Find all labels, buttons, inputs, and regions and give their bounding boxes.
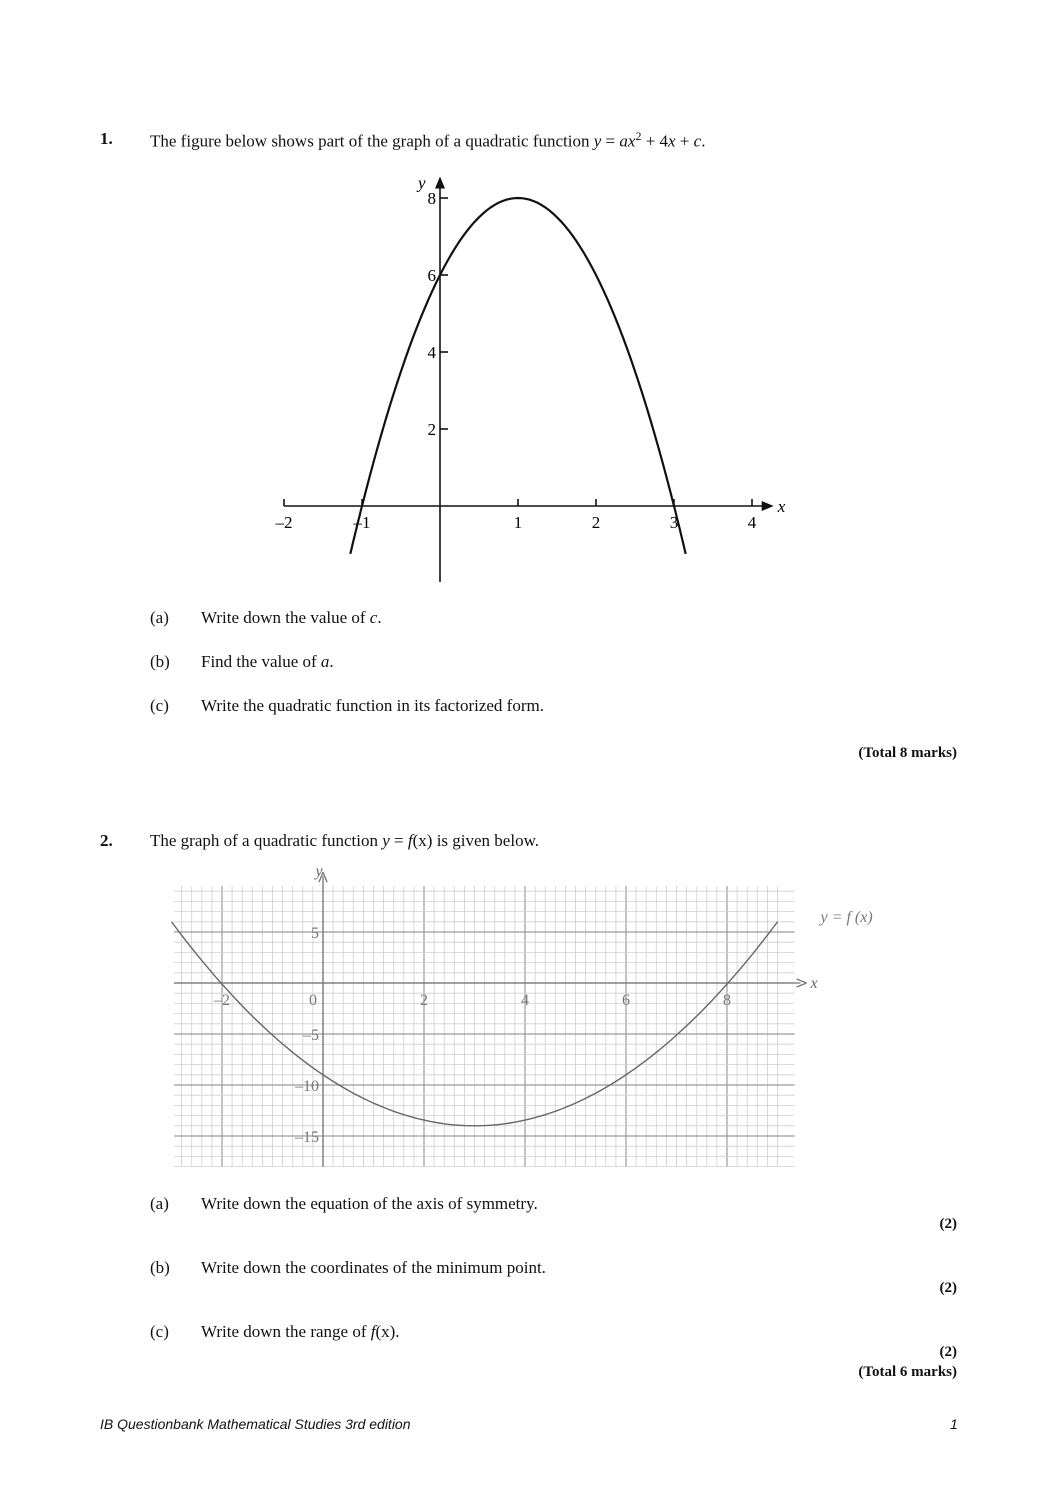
q1-formula-y: y xyxy=(593,131,602,151)
y-axis-label: y xyxy=(418,173,426,193)
q1-part-b-var: a xyxy=(320,652,330,671)
q1-part-a-end: . xyxy=(377,608,382,627)
question-1-number: 1. xyxy=(100,129,113,148)
q1-text-pre: The figure below shows part of the graph of a quadratic function xyxy=(150,131,594,151)
footer-page-number: 1 xyxy=(950,1416,958,1432)
q1-formula-x: x xyxy=(627,131,636,151)
q1-part-c-label: (c) xyxy=(150,696,169,715)
q2-part-b-label: (b) xyxy=(150,1258,170,1277)
q1-part-a-body: Write down the value of xyxy=(201,608,370,627)
q2-part-b-marks: (2) xyxy=(939,1280,957,1296)
x-axis-label: x xyxy=(777,497,786,516)
x-tick-label: 3 xyxy=(669,513,679,532)
q2-parabola-grid-graph xyxy=(160,868,920,1178)
x-tick-label: 8 xyxy=(723,992,731,1009)
q2-text-x: (x) xyxy=(412,831,433,850)
q2-part-c-f: f xyxy=(370,1322,376,1341)
x-axis-label: x xyxy=(810,975,818,992)
q1-formula-c: c xyxy=(693,131,702,151)
q1-parabola-graph xyxy=(250,160,810,590)
q1-formula-sup: 2 xyxy=(635,129,642,143)
q1-part-c-text: Write the quadratic function in its factorized form. xyxy=(201,696,544,715)
q2-text-f: f xyxy=(407,831,413,850)
y-tick-label: –15 xyxy=(295,1129,319,1146)
q2-part-a-text: Write down the equation of the axis of symmetry. xyxy=(201,1194,538,1213)
q1-formula-plus: + xyxy=(675,131,694,151)
y-tick-label: 8 xyxy=(427,189,436,208)
y-tick-label: 5 xyxy=(311,925,319,942)
y-tick-label: 4 xyxy=(427,343,436,362)
q2-part-c-x: (x) xyxy=(375,1322,396,1341)
x-tick-label: 2 xyxy=(420,992,428,1009)
q1-part-b-body: Find the value of xyxy=(201,652,321,671)
y-axis-label: y xyxy=(315,868,323,881)
footer-source: IB Questionbank Mathematical Studies 3rd edition xyxy=(100,1416,411,1432)
x-tick-label: 1 xyxy=(513,513,523,532)
x-tick-label: 4 xyxy=(521,992,529,1009)
q1-formula-a: a xyxy=(619,131,628,151)
q2-text-eq: = xyxy=(389,831,408,850)
question-2-text xyxy=(150,831,539,851)
x-tick-label: –2 xyxy=(214,992,230,1009)
q2-part-c-body: Write down the range of xyxy=(201,1322,371,1341)
y-tick-label: –5 xyxy=(303,1027,319,1044)
q1-part-b-text xyxy=(201,652,334,672)
y-axis-arrow xyxy=(435,176,445,188)
q2-part-c-label: (c) xyxy=(150,1322,169,1341)
q1-formula-eq: = xyxy=(601,131,620,151)
q1-formula-mid: + 4 xyxy=(641,131,669,151)
q2-part-a-marks: (2) xyxy=(939,1216,957,1232)
q1-total-marks: (Total 8 marks) xyxy=(858,745,957,761)
q1-part-b-label: (b) xyxy=(150,652,170,671)
q1-formula-x2: x xyxy=(668,131,676,151)
y-tick-label: –10 xyxy=(295,1078,319,1095)
q1-part-a-label: (a) xyxy=(150,608,169,627)
q2-part-b-text: Write down the coordinates of the minimum point. xyxy=(201,1258,546,1277)
q2-total-marks: (Total 6 marks) xyxy=(858,1364,957,1380)
q2-part-c-end: . xyxy=(395,1322,400,1341)
x-axis-arrow xyxy=(762,501,774,511)
q2-part-a-label: (a) xyxy=(150,1194,169,1213)
q2-text-pre: The graph of a quadratic function xyxy=(150,831,383,850)
origin-label: 0 xyxy=(309,992,317,1009)
q2-text-post: is given below. xyxy=(432,831,540,850)
x-tick-label: –1 xyxy=(353,513,371,532)
curve-label: y = f (x) xyxy=(820,908,873,926)
x-tick-label: 4 xyxy=(747,513,757,532)
q1-part-a-text xyxy=(201,608,382,628)
y-tick-label: 2 xyxy=(427,420,436,439)
q2-part-c-text xyxy=(201,1322,400,1342)
x-tick-label: 2 xyxy=(591,513,601,532)
q2-part-c-marks: (2) xyxy=(939,1344,957,1360)
y-tick-label: 6 xyxy=(427,266,436,285)
q1-part-a-var: c xyxy=(369,608,378,627)
question-2-number: 2. xyxy=(100,831,113,850)
q1-formula-end: . xyxy=(701,131,706,151)
x-tick-label: 6 xyxy=(622,992,630,1009)
x-tick-label: –2 xyxy=(275,513,293,532)
q2-text-y: y xyxy=(382,831,390,850)
question-1-text xyxy=(150,129,705,152)
q1-part-b-end: . xyxy=(329,652,334,671)
